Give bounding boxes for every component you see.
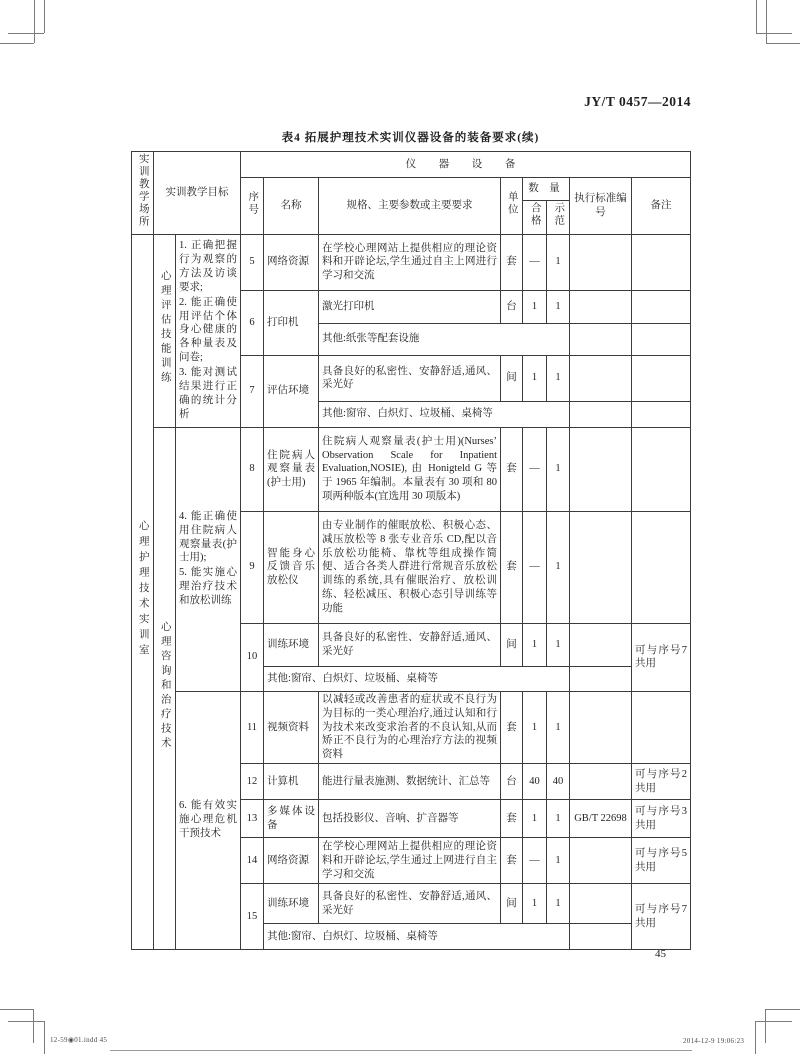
cell-qualified: — bbox=[523, 511, 547, 623]
cell-remark: 可与序号5共用 bbox=[632, 838, 691, 884]
cell-unit: 套 bbox=[501, 427, 523, 511]
cell-seq: 7 bbox=[241, 355, 264, 427]
objective-item: 4. 能正确使用住院病人观察量表(护士用); bbox=[179, 510, 237, 564]
standard-number: JY/T 0457—2014 bbox=[584, 94, 691, 109]
cell-remark-empty bbox=[632, 691, 691, 763]
cell-demo: 1 bbox=[547, 800, 570, 838]
cell-unit: 套 bbox=[501, 234, 523, 290]
cell-remark-empty bbox=[632, 234, 691, 290]
cell-standard-empty bbox=[570, 884, 632, 924]
cell-name: 住院病人观察量表(护士用) bbox=[264, 427, 319, 511]
cell-remark: 可与序号2共用 bbox=[632, 764, 691, 800]
crop-mark bbox=[755, 1021, 792, 1022]
cell-remark-empty bbox=[632, 401, 691, 427]
cell-seq: 9 bbox=[241, 511, 264, 623]
cell-qualified: — bbox=[523, 427, 547, 511]
cell-remark-empty bbox=[632, 355, 691, 401]
crop-mark bbox=[756, 0, 757, 33]
crop-mark bbox=[765, 1009, 800, 1010]
cell-name: 网络资源 bbox=[264, 838, 319, 884]
cell-unit: 套 bbox=[501, 800, 523, 838]
cell-other: 其他:窗帘、白炽灯、垃圾桶、桌椅等 bbox=[264, 924, 570, 950]
cell-name: 训练环境 bbox=[264, 884, 319, 924]
header-unit: 单位 bbox=[501, 178, 523, 235]
cell-seq: 12 bbox=[241, 764, 264, 800]
header-qualified: 合格 bbox=[523, 200, 547, 234]
cell-spec: 以减轻或改善患者的症状或不良行为为目标的一类心理治疗,通过认知和行为技术来改变求治者的不良认知,从而矫正不良行为的心理治疗方法的视频资料 bbox=[319, 691, 501, 763]
cell-standard-empty bbox=[570, 924, 632, 950]
crop-mark bbox=[755, 1021, 756, 1054]
crop-mark bbox=[8, 33, 44, 34]
header-spec: 规格、主要参数或主要要求 bbox=[319, 178, 501, 235]
cell-standard-empty bbox=[570, 764, 632, 800]
cell-name: 多媒体设备 bbox=[264, 800, 319, 838]
cell-demo: 1 bbox=[547, 290, 570, 323]
cell-qualified: 1 bbox=[523, 800, 547, 838]
cell-remark-empty bbox=[632, 511, 691, 623]
cell-place: 心理护理技术实训室 bbox=[132, 234, 154, 949]
cell-name: 智能身心反馈音乐放松仪 bbox=[264, 511, 319, 623]
cell-seq: 5 bbox=[241, 234, 264, 290]
cell-standard-empty bbox=[570, 355, 632, 401]
cell-standard-empty bbox=[570, 234, 632, 290]
crop-mark bbox=[34, 0, 35, 43]
cell-seq: 13 bbox=[241, 800, 264, 838]
header-objective: 实训教学目标 bbox=[154, 152, 241, 235]
cell-qualified: 1 bbox=[523, 884, 547, 924]
cell-remark: 可与序号3共用 bbox=[632, 800, 691, 838]
cell-unit: 间 bbox=[501, 884, 523, 924]
cell-unit: 套 bbox=[501, 691, 523, 763]
header-remark: 备注 bbox=[632, 178, 691, 235]
crop-mark bbox=[765, 1009, 766, 1043]
objective-item: 1. 正确把握行为观察的方法及访谈要求; bbox=[179, 240, 237, 293]
cell-objectives-2 bbox=[176, 427, 241, 691]
cell-remark: 可与序号7共用 bbox=[632, 623, 691, 691]
cell-remark-empty bbox=[632, 323, 691, 355]
crop-mark bbox=[766, 0, 767, 43]
cell-qualified: — bbox=[523, 838, 547, 884]
cell-standard-empty bbox=[570, 323, 632, 355]
cell-unit: 套 bbox=[501, 511, 523, 623]
cell-other: 其他:纸张等配套设施 bbox=[319, 323, 570, 355]
cell-spec: 具备良好的私密性、安静舒适,通风、采光好 bbox=[319, 623, 501, 666]
cell-qualified: 1 bbox=[523, 623, 547, 666]
objective-item: 6. 能有效实施心理危机干预技术 bbox=[179, 800, 237, 839]
cell-standard-empty bbox=[570, 290, 632, 323]
cell-name: 计算机 bbox=[264, 764, 319, 800]
header-quantity: 数 量 bbox=[523, 178, 570, 201]
cell-unit: 套 bbox=[501, 838, 523, 884]
cell-spec: 具备良好的私密性、安静舒适,通风、采光好 bbox=[319, 355, 501, 401]
cell-standard-empty bbox=[570, 511, 632, 623]
page-bottom-edge bbox=[110, 1050, 692, 1051]
objective-item: 3. 能对测试结果进行正确的统计分析 bbox=[179, 367, 237, 420]
header-equipment-banner: 仪 器 设 备 bbox=[241, 152, 691, 178]
cell-area-assessment: 心理评估技能训练 bbox=[154, 234, 176, 427]
crop-mark bbox=[8, 1021, 44, 1022]
cell-standard-empty bbox=[570, 401, 632, 427]
header-standard: 执行标准编号 bbox=[570, 178, 632, 235]
cell-demo: 1 bbox=[547, 884, 570, 924]
cell-remark-empty bbox=[632, 427, 691, 511]
objective-item: 2. 能正确使用评估个体身心健康的各种量表及问卷; bbox=[179, 296, 237, 364]
cell-qualified: 1 bbox=[523, 355, 547, 401]
cell-standard-empty bbox=[570, 691, 632, 763]
cell-unit: 间 bbox=[501, 355, 523, 401]
cell-unit: 间 bbox=[501, 623, 523, 666]
cell-standard-empty bbox=[570, 838, 632, 884]
cell-seq: 14 bbox=[241, 838, 264, 884]
cell-standard: GB/T 22698 bbox=[570, 800, 632, 838]
cell-spec: 激光打印机 bbox=[319, 290, 501, 323]
cell-seq: 8 bbox=[241, 427, 264, 511]
cell-other: 其他:窗帘、白炽灯、垃圾桶、桌椅等 bbox=[264, 666, 570, 691]
cell-standard-empty bbox=[570, 666, 632, 691]
cell-qualified: 1 bbox=[523, 290, 547, 323]
cell-demo: 1 bbox=[547, 355, 570, 401]
equipment-table bbox=[131, 151, 691, 950]
crop-mark bbox=[766, 43, 800, 44]
cell-qualified: — bbox=[523, 234, 547, 290]
header-place: 实训教学场所 bbox=[132, 152, 154, 235]
objective-item: 5. 能实施心理治疗技术和放松训练 bbox=[179, 567, 237, 606]
cell-area-counseling: 心理咨询和治疗技术 bbox=[154, 427, 176, 949]
header-name: 名称 bbox=[264, 178, 319, 235]
cell-spec: 包括投影仪、音响、扩音器等 bbox=[319, 800, 501, 838]
crop-mark bbox=[0, 43, 34, 44]
crop-mark bbox=[33, 1009, 34, 1043]
cell-name: 训练环境 bbox=[264, 623, 319, 666]
cell-demo: 1 bbox=[547, 691, 570, 763]
cell-standard-empty bbox=[570, 427, 632, 511]
cell-standard-empty bbox=[570, 623, 632, 666]
cell-objectives-1 bbox=[176, 234, 241, 427]
cell-qualified: 40 bbox=[523, 764, 547, 800]
footer-timestamp: 2014-12-9 19:06:23 bbox=[683, 1037, 745, 1045]
cell-spec: 住院病人观察量表(护士用)(Nurses’ Observation Scale for Inpatient Evaluation,NOSIE), 由 Honigteld G 等于 1965 年编制。本量表有 30 项和 80 项两种版本(宜选用 30 项版本) bbox=[319, 427, 501, 511]
cell-objectives-3 bbox=[176, 691, 241, 949]
cell-demo: 1 bbox=[547, 838, 570, 884]
cell-demo: 1 bbox=[547, 623, 570, 666]
cell-seq: 11 bbox=[241, 691, 264, 763]
crop-mark bbox=[44, 1021, 45, 1054]
cell-remark-empty bbox=[632, 290, 691, 323]
cell-demo: 1 bbox=[547, 427, 570, 511]
cell-name: 视频资料 bbox=[264, 691, 319, 763]
cell-spec: 具备良好的私密性、安静舒适,通风、采光好 bbox=[319, 884, 501, 924]
header-demo: 示范 bbox=[547, 200, 570, 234]
cell-seq: 10 bbox=[241, 623, 264, 691]
crop-mark bbox=[0, 1009, 33, 1010]
cell-demo: 1 bbox=[547, 511, 570, 623]
cell-demo: 1 bbox=[547, 234, 570, 290]
cell-spec: 由专业制作的催眠放松、积极心态、减压放松等 8 张专业音乐 CD,配以音乐放松功能椅、靠枕等组成操作简便、适合各类人群进行常规音乐放松训练的系统,具有催眠治疗、放松训练、轻松减压、积极心态引导训练等功能 bbox=[319, 511, 501, 623]
table-title: 表4 拓展护理技术实训仪器设备的装备要求(续) bbox=[281, 132, 540, 144]
crop-mark bbox=[44, 0, 45, 33]
cell-spec: 在学校心理网站上提供相应的理论资料和开辟论坛,学生通过自主上网进行学习和交流 bbox=[319, 234, 501, 290]
cell-remark: 可与序号7共用 bbox=[632, 884, 691, 950]
cell-name: 网络资源 bbox=[264, 234, 319, 290]
header-seq: 序号 bbox=[241, 178, 264, 235]
cell-unit: 台 bbox=[501, 290, 523, 323]
cell-seq: 6 bbox=[241, 290, 264, 355]
cell-demo: 40 bbox=[547, 764, 570, 800]
cell-spec: 在学校心理网站上提供相应的理论资料和开辟论坛,学生通过上网进行自主学习和交流 bbox=[319, 838, 501, 884]
cell-name: 打印机 bbox=[264, 290, 319, 355]
crop-mark bbox=[756, 33, 792, 34]
page-number: 45 bbox=[655, 948, 666, 960]
cell-name: 评估环境 bbox=[264, 355, 319, 427]
cell-spec: 能进行量表施测、数据统计、汇总等 bbox=[319, 764, 501, 800]
cell-other: 其他:窗帘、白炽灯、垃圾桶、桌椅等 bbox=[319, 401, 570, 427]
cell-unit: 台 bbox=[501, 764, 523, 800]
footer-file-note: 12-59◉01.indd 45 bbox=[50, 1036, 108, 1044]
cell-qualified: 1 bbox=[523, 691, 547, 763]
cell-seq: 15 bbox=[241, 884, 264, 950]
